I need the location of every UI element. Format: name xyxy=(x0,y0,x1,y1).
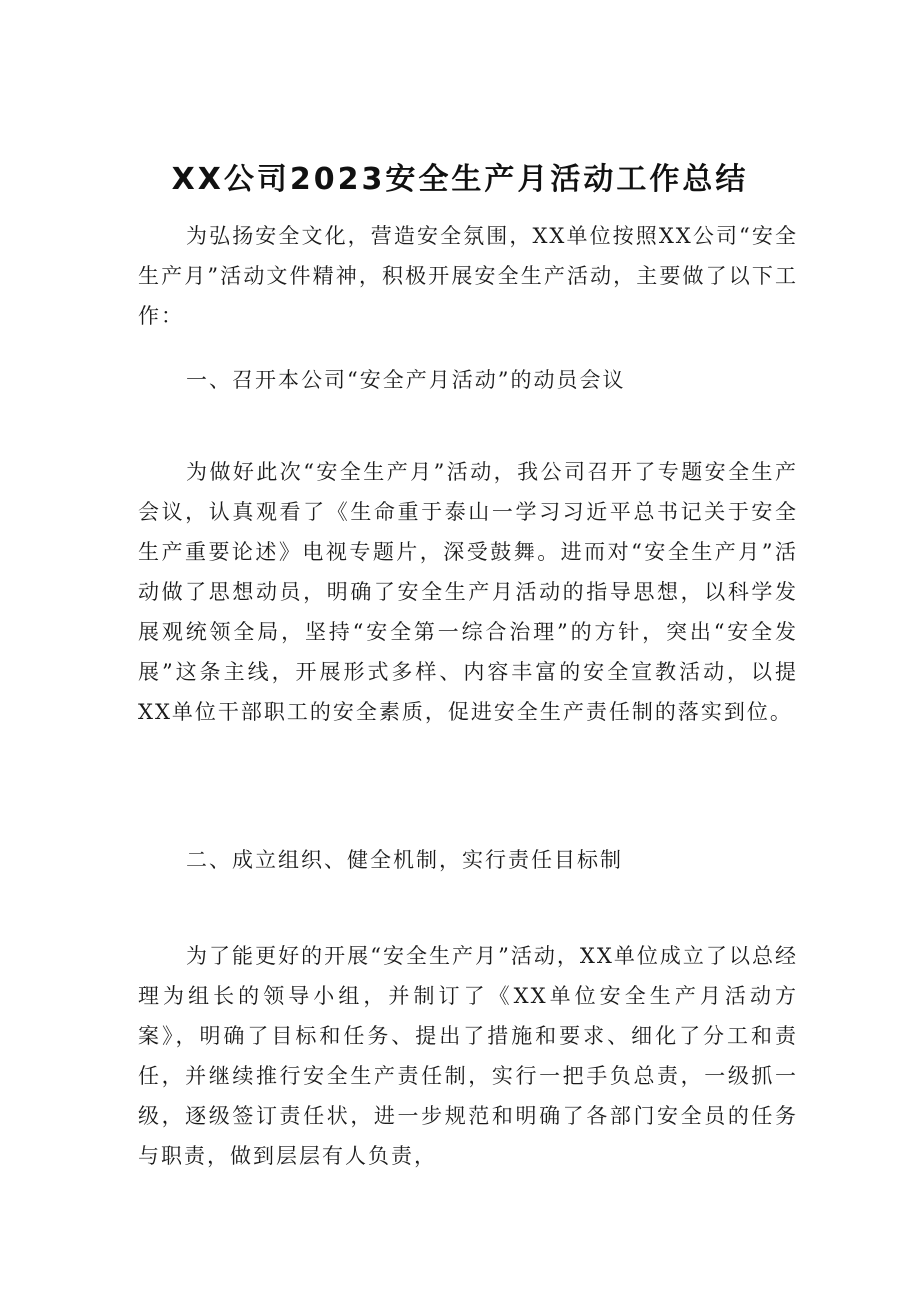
document-title: XX公司2023安全生产月活动工作总结 xyxy=(171,162,749,198)
intro-paragraph: 为弘扬安全文化，营造安全氛围，XX单位按照XX公司“安全生产月”活动文件精神，积极开展安全生产活动，主要做了以下工作： xyxy=(138,224,798,328)
section-body-2: 为了能更好的开展“安全生产月”活动，XX单位成立了以总经理为组长的领导小组，并制订了《XX单位安全生产月活动方案》，明确了目标和任务、提出了措施和要求、细化了分工和责任，并继续推行安全生产责任制，实行一把手负总责，一级抓一级，逐级签订责任状，进一步规范和明确了各部门安全员的任务与职责，做到层层有人负责， xyxy=(138,944,798,1168)
section-heading-2: 二、成立组织、健全机制，实行责任目标制 xyxy=(186,848,623,872)
section-heading-1: 一、召开本公司“安全产月活动”的动员会议 xyxy=(186,368,626,392)
section-body-1: 为做好此次“安全生产月”活动，我公司召开了专题安全生产会议，认真观看了《生命重于泰山一学习习近平总书记关于安全生产重要论述》电视专题片，深受鼓舞。进而对“安全生产月”活动做了思想动员，明确了安全生产月活动的指导思想，以科学发展观统领全局，坚持“安全第一综合治理”的方针，突出“安全发展”这条主线，开展形式多样、内容丰富的安全宣教活动，以提XX单位干部职工的安全素质，促进安全生产责任制的落实到位。 xyxy=(138,460,798,724)
